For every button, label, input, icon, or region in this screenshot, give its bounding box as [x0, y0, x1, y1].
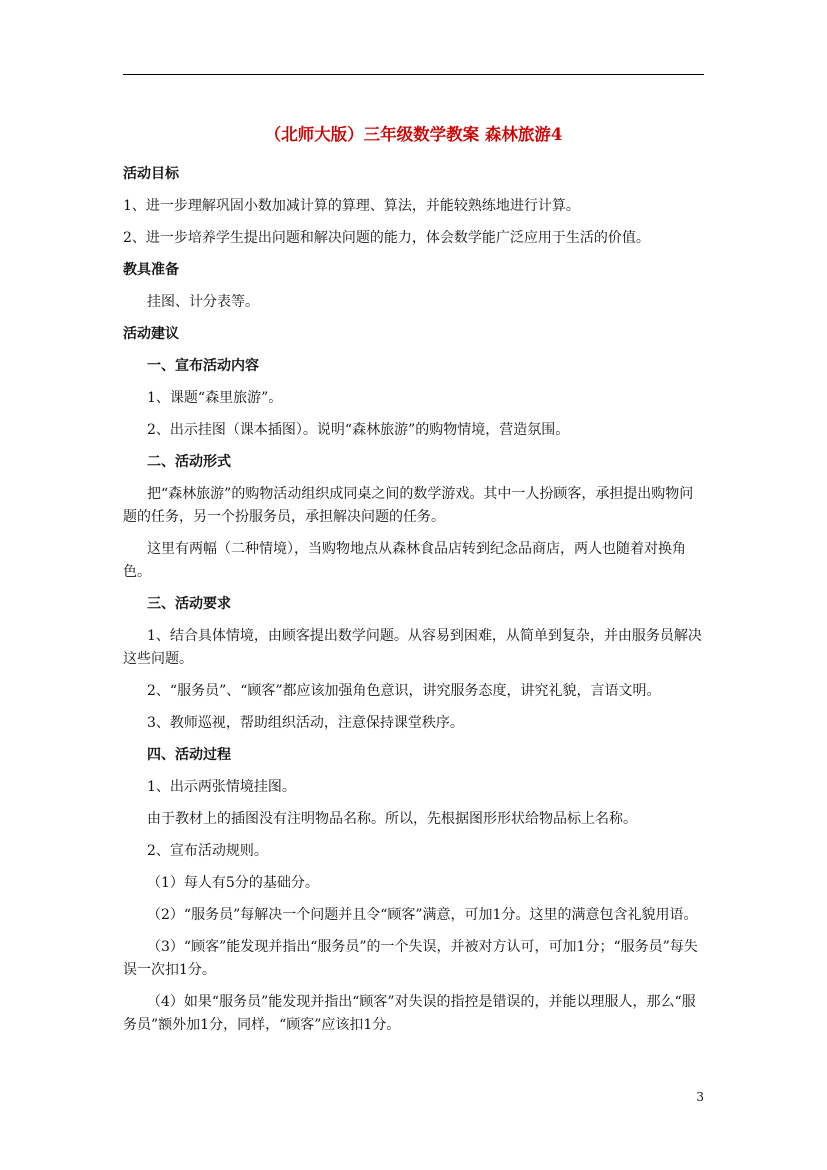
- list-item: 1、出示两张情境挂图。: [147, 779, 296, 795]
- rule-item: （4）如果“服务员”能发现并指出“顾客”对失误的指控是错误的，并能以理服人，那么“服务员”额外加1分，同样，“顾客”应该扣1分。: [123, 994, 696, 1033]
- subheading-process: 四、活动过程: [147, 747, 231, 763]
- list-item: 2、“服务员”、“顾客”都应该加强角色意识，讲究服务态度，讲究礼貌，言语文明。: [147, 683, 661, 699]
- materials-text: 挂图、计分表等。: [147, 294, 259, 310]
- goal-item: 2、进一步培养学生提出问题和解决问题的能力，体会数学能广泛应用于生活的价值。: [123, 230, 650, 246]
- paragraph: 把“森林旅游”的购物活动组织成同桌之间的数学游戏。其中一人扮顾客，承担提出购物问题的任务，另一个扮服务员，承担解决问题的任务。: [123, 486, 694, 525]
- rule-item: （2）“服务员”每解决一个问题并且令“顾客”满意，可加1分。这里的满意包含礼貌用语。: [147, 907, 698, 923]
- subheading-announce: 一、宣布活动内容: [147, 358, 259, 374]
- subheading-format: 二、活动形式: [147, 454, 231, 470]
- rule-item: （1）每人有5分的基础分。: [147, 875, 319, 891]
- header-rule: [123, 74, 704, 75]
- list-item: 由于教材上的插图没有注明物品名称。所以，先根据图形形状给物品标上名称。: [147, 811, 637, 827]
- subheading-requirements: 三、活动要求: [147, 596, 231, 612]
- list-item: 1、课题“森里旅游”。: [147, 390, 283, 406]
- section-heading-goals: 活动目标: [123, 166, 179, 182]
- rule-item: （3）“顾客”能发现并指出“服务员”的一个失误，并被对方认可，可加1分；“服务员”每失误一次扣1分。: [123, 939, 698, 978]
- goal-item: 1、进一步理解巩固小数加减计算的算理、算法，并能较熟练地进行计算。: [123, 198, 580, 214]
- list-item: 2、宣布活动规则。: [147, 843, 268, 859]
- section-heading-materials: 教具准备: [123, 262, 179, 278]
- document-body: [123, 163, 704, 1046]
- list-item: 2、出示挂图（课本插图）。说明“森林旅游”的购物情境，营造氛围。: [147, 422, 570, 438]
- paragraph: 这里有两幅（二种情境），当购物地点从森林食品店转到纪念品商店，两人也随着对换角色。: [123, 541, 686, 580]
- section-heading-suggestions: 活动建议: [123, 326, 179, 342]
- page-number: 3: [696, 1090, 704, 1104]
- list-item: 3、教师巡视，帮助组织活动，注意保持课堂秩序。: [147, 715, 464, 731]
- document-title: （北师大版）三年级数学教案 森林旅游4: [264, 125, 563, 144]
- list-item: 1、结合具体情境，由顾客提出数学问题。从容易到困难，从简单到复杂，并由服务员解决这些问题。: [123, 628, 702, 667]
